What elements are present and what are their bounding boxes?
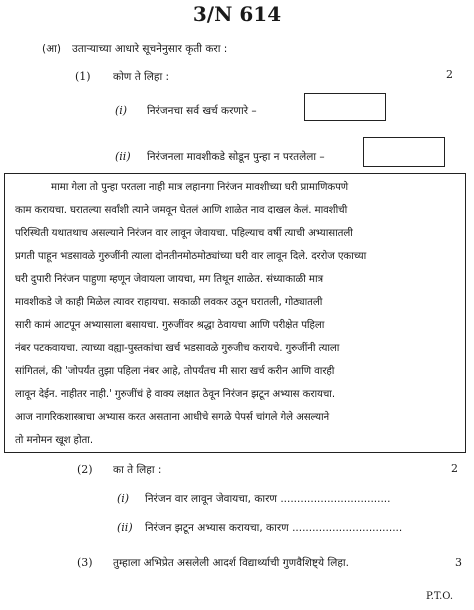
q2-prompt: का ते लिहा : (113, 464, 162, 476)
q3-prompt: तुम्हाला अभिप्रेत असलेली आदर्श विद्यार्थ्याची गुणवैशिष्ट्ये लिहा. (113, 557, 349, 569)
q1-prompt: कोण ते लिहा : (113, 71, 170, 83)
passage-line: लावून देईन. नाहीतर नाही.' गुरुजींचं हे वाक्य लक्षात ठेवून निरंजन झटून अभ्यास करायचा. (15, 389, 335, 400)
passage-line: सारी कामं आटपून अभ्यासाला बसायचा. गुरुजींवर श्रद्धा ठेवायचा आणि परीक्षेत पहिला (15, 320, 325, 331)
q3-number: (3) (77, 556, 93, 569)
q2-number: (2) (77, 463, 93, 476)
q1-item-1-text: निरंजनचा सर्व खर्च करणारे – (147, 105, 257, 117)
paper-code-header: 3/N 614 (192, 2, 282, 26)
q2-marks: 2 (451, 462, 458, 475)
passage-line: प्रगती पाहून भडसावळे गुरुजींनी त्याला दोनतीनमोठमोठ्यांच्या घरी वार लावून दिले. दररोज एकाच्या (15, 251, 367, 262)
q1-item-1-number: (i) (115, 104, 128, 117)
passage-line: सांगितलं, की 'जोपर्यंत तुझा पहिला नंबर आहे, तोपर्यंतच मी सारा खर्च करीन आणि वारही (15, 366, 335, 377)
q1-item-1-answer-box[interactable] (304, 93, 386, 121)
passage-line: परिस्थिती यथातथाच असल्याने निरंजन वार लावून जेवायचा. पहिल्याच वर्षी त्याची अभ्यासातली (15, 228, 353, 239)
passage-line: आज नागरिकशास्त्राचा अभ्यास करत असताना आधीचे सगळे पेपर्स चांगले गेले असल्याने (15, 412, 330, 423)
passage-line: काम करायचा. घरातल्या सर्वांशी त्याने जमवून घेतलं आणि शाळेत नाव दाखल केलं. मावशीची (15, 205, 348, 216)
q2-item-1-number: (i) (117, 492, 130, 505)
section-instruction: उताऱ्याच्या आधारे सूचनेनुसार कृती करा : (72, 43, 228, 55)
q2-item-1-text: निरंजन वार लावून जेवायचा, कारण ................................. (145, 493, 391, 505)
q1-marks: 2 (446, 68, 453, 81)
q2-item-2-text: निरंजन झटून अभ्यास करायचा, कारण ................................. (145, 522, 403, 534)
passage-line: मावशीकडे जे काही मिळेल त्यावर राहायचा. सकाळी लवकर उठून घरातली, गोठ्यातली (15, 297, 323, 308)
q1-item-2-number: (ii) (115, 150, 131, 163)
q3-marks: 3 (455, 556, 462, 569)
passage-box (4, 173, 466, 453)
q1-item-2-text: निरंजनला मावशीकडे सोडून पुन्हा न परतलेला – (147, 151, 325, 163)
passage-line: मामा गेला तो पुन्हा परतला नाही मात्र लहानगा निरंजन मावशीच्या घरी प्रामाणिकपणे (51, 182, 349, 193)
passage-line: तो मनोमन खूश होता. (15, 435, 93, 446)
section-label: (आ) (42, 43, 61, 55)
passage-line: घरी दुपारी निरंजन पाहुणा म्हणून जेवायला जायचा, मग तिथून शाळेत. संध्याकाळी मात्र (15, 274, 324, 285)
pto-label: P.T.O. (426, 591, 454, 602)
q1-item-2-answer-box[interactable] (363, 137, 445, 167)
q1-number: (1) (75, 70, 91, 83)
passage-line: नंबर पटकवायचा. त्याच्या वह्या-पुस्तकांचा खर्च भडसावळे गुरुजीच करायचे. गुरुजींनी त्याला (15, 343, 340, 354)
q2-item-2-number: (ii) (117, 521, 133, 534)
